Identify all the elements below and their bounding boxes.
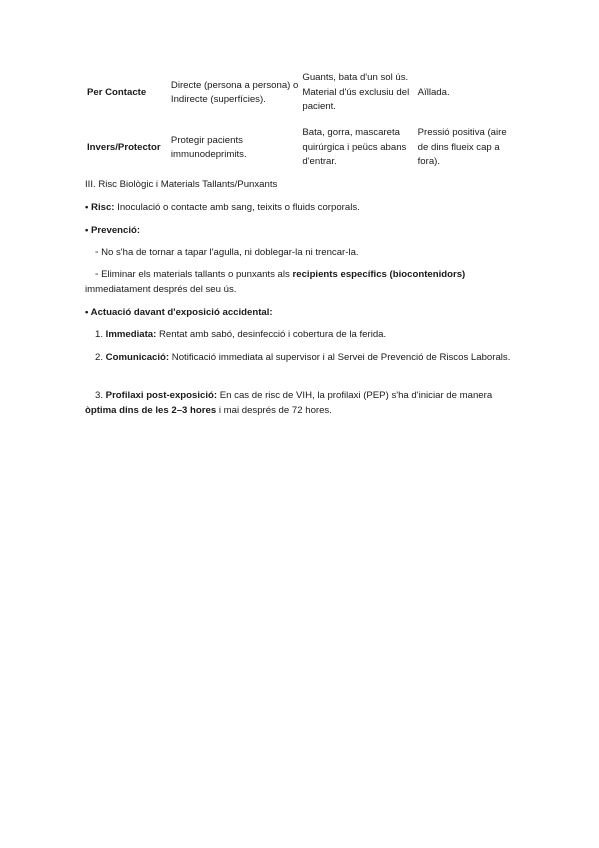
step-label: Comunicació: <box>105 352 170 363</box>
actuacio-label: • Actuació davant d'exposició accidental: <box>85 307 273 318</box>
actuacio-step: 1. Immediata: Rentat amb sabó, desinfecció i cobertura de la ferida. <box>95 329 387 340</box>
risc-label: • Risc: <box>85 202 115 213</box>
isolation-table <box>85 70 515 172</box>
section-heading: III. Risc Biològic i Materials Tallants/Punxants <box>85 179 278 190</box>
prevencio-item: ◦ Eliminar els materials tallants o punxants als recipients específics (biocontenidors) immediatament després del seu ús. <box>85 269 466 295</box>
table-row <box>85 116 515 172</box>
prevencio-item: ◦ No s'ha de tornar a tapar l'agulla, ni doblegar-la ni trencar-la. <box>95 247 359 258</box>
step-label: Immediata: <box>105 329 157 340</box>
table-row <box>85 70 515 116</box>
protection-cell: Guants, bata d'un sol ús. Material d'ús exclusiu del pacient. <box>302 72 410 113</box>
protection-cell: Bata, gorra, mascareta quirúrgica i peücs abans d'entrar. <box>302 127 407 168</box>
risc-text: Inoculació o contacte amb sang, teixits o fluids corporals. <box>114 202 360 213</box>
biocontainer-term: recipients específics (biocontenidors) <box>292 269 466 280</box>
transmission-cell: Directe (persona a persona) o Indirecte (superfícies). <box>170 79 299 105</box>
isolation-type-cell: Per Contacte <box>87 86 147 98</box>
risc-paragraph <box>85 201 515 216</box>
transmission-cell: Protegir pacients immunodeprimits. <box>170 134 247 160</box>
actuacio-step: 2. Comunicació: Notificació immediata al supervisor i al Servei de Prevenció de Riscos Laborals. <box>95 352 511 363</box>
actuacio-step: 3. Profilaxi post-exposició: En cas de risc de VIH, la profilaxi (PEP) s'ha d'iniciar de manera òptima dins de les 2–3 hores i mai després de 72 hores. <box>85 390 493 416</box>
room-cell: Pressió positiva (aire de dins flueix cap a fora). <box>417 127 507 168</box>
room-cell: Aïllada. <box>417 86 450 98</box>
isolation-type-cell: Invers/Protector <box>87 141 161 153</box>
step-label: Profilaxi post-exposició: <box>105 390 218 401</box>
pep-window: òptima dins de les 2–3 hores <box>85 404 217 416</box>
prevencio-label: • Prevenció: <box>85 225 141 236</box>
